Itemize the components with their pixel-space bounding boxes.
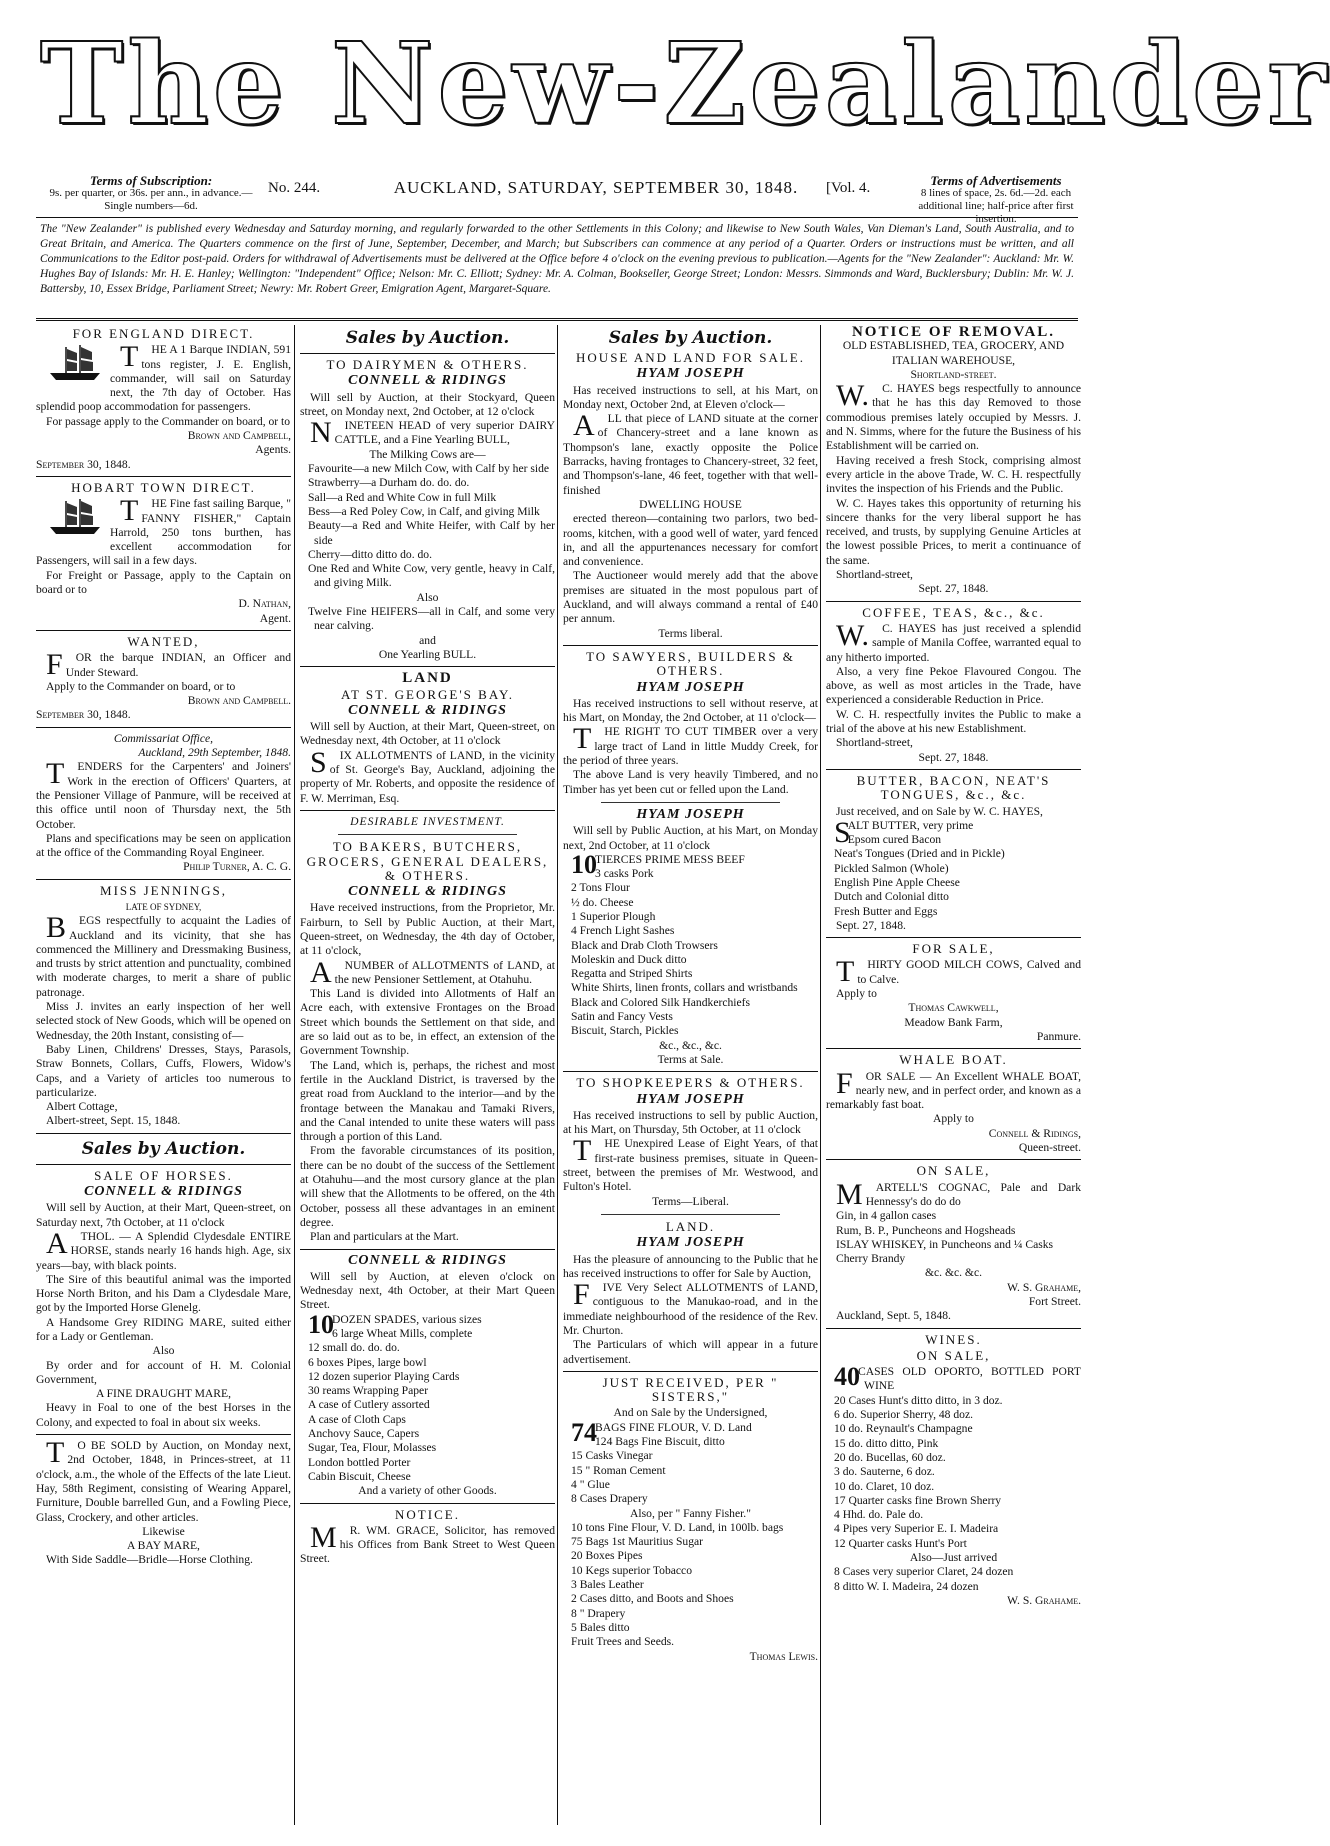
list-item: Regatta and Striped Shirts [571,967,693,981]
auctioneer-name: HYAM JOSEPH [636,366,745,382]
ad-text: &c. &c. &c. [925,1266,982,1280]
drop-cap: T [120,340,139,374]
ad-heading: DESIRABLE INVESTMENT. [350,814,505,828]
ship-icon [36,497,104,541]
ad-text: IX ALLOTMENTS of LAND, in the vicinity of St. George's Bay, Auckland, adjoining the property of Mr. Roberts, and opposite the residence of F. W. Merriman, Esq. [300,748,555,805]
ad-heading: LAND [402,670,453,687]
section-heading: Sales by Auction. [608,328,773,348]
divider [338,834,517,835]
column-divider [820,325,821,1825]
list-item: 15 do. ditto ditto, Pink [834,1436,939,1450]
ad-signature: Brown and Campbell, [187,429,291,443]
list-item: English Pine Apple Cheese [834,875,960,889]
divider [300,810,555,811]
drop-cap: S [310,745,327,779]
ad-text: W. C. Hayes takes this opportunity of returning his sincere thanks for the very liberal support he has received, and trusts, by supplying Genuine Articles at the lowest possible Prices, to merit a continuance of the same. [826,496,1081,567]
list-item: One Yearling BULL. [378,647,477,661]
list-item: 6 boxes Pipes, large bowl [308,1355,427,1369]
divider [36,1434,291,1435]
list-item: Bess—a Red Poley Cow, in Calf, and giving Milk [308,504,540,518]
list-item: Black and Drab Cloth Trowsers [571,938,718,952]
column-3 [563,325,818,1825]
drop-cap: T [46,757,65,791]
list-item: Sugar, Tea, Flour, Molasses [308,1441,437,1455]
list-item: 2 Cases ditto, and Boots and Shoes [571,1592,734,1606]
ad-text: NUMBER of ALLOTMENTS of LAND, at the new Pensioner Settlement, at Otahuhu. [334,958,555,986]
ad-text: With Side Saddle—Bridle—Horse Clothing. [46,1553,253,1567]
ad-text: The Milking Cows are— [369,447,486,461]
ad-text: ENDERS for the Carpenters' and Joiners' Work in the erection of Officers' Quarters, at the Pensioner Village of Panmure, will be received at this office until noon of Thursday next, the 5th October. [36,760,291,831]
ad-text: THOL. — A Splendid Clydesdale ENTIRE HORSE, stands nearly 16 hands high. Age, six years—bay, with black points. [36,1229,291,1272]
column-2 [300,325,555,1825]
list-item: &c., &c., &c. [659,1038,722,1052]
ad-text: The Sire of this beautiful animal was the imported Horse North Briton, and his Dam a Clydesdale Mare, got by the Imported Horse Glenelg. [36,1272,291,1315]
list-item: CASES OLD OPORTO, BOTTLED PORT WINE [858,1365,1081,1393]
ad-text: IVE Very Select ALLOTMENTS of LAND, contiguous to the Manukao-road, and in the immediate neighbourhood of the residence of the Rev. Mr. Churton. [563,1281,818,1337]
ad-subheading: Shortland-street. [910,367,997,381]
ad-text: R. WM. GRACE, Solicitor, has removed his Offices from Bank Street to West Queen Street. [300,1523,555,1566]
ad-signature: Agents. [255,443,291,457]
list-item: 20 Boxes Pipes [571,1549,643,1563]
list-item: And a variety of other Goods. [358,1484,497,1498]
ad-text: Albert Cottage, [46,1100,118,1114]
list-item: 8 " Drapery [571,1606,626,1620]
ad-heading: ON SALE, [916,1163,991,1179]
list-item: 8 Cases very superior Claret, 24 dozen [834,1565,1014,1579]
ad-text: Has received instructions to sell, at his Mart, on Monday next, October 2nd, at Eleven o'clock— [563,383,818,411]
ad-heading: WHALE BOAT. [899,1052,1008,1068]
ad-text: Baby Linen, Childrens' Dresses, Stays, Parasols, Straw Bonnets, Collars, Cuffs, Flowers, Widow's Caps, and a Variety of articles too numerous to particularize. [36,1042,291,1099]
ad-text: erected thereon—containing two parlors, two bed-rooms, kitchen, with a good well of water, yard fenced in, and all the appurtenances necessary for comfort and convenience. [563,512,818,569]
list-item: 30 reams Wrapping Paper [308,1384,429,1398]
list-item: 6 large Wheat Mills, complete [332,1327,473,1340]
drop-cap: F [836,1066,853,1100]
column-4 [826,325,1081,1825]
list-item: Also—Just arrived [909,1551,998,1565]
divider [300,1503,555,1504]
ad-heading: SALE OF HORSES. [94,1167,233,1183]
list-item: A case of Cloth Caps [308,1412,406,1426]
list-item: 3 Bales Leather [571,1578,644,1592]
auctioneer-name: CONNELL & RIDINGS [348,373,507,389]
ad-text: The above Land is very heavily Timbered, and no Timber has yet been cut or felled upon the Land. [563,768,818,796]
list-item: 12 small do. do. do. [308,1341,400,1355]
drop-cap: T [573,722,592,756]
divider [36,630,291,631]
ad-subheading: And on Sale by the Undersigned, [613,1406,768,1420]
drop-cap: T [836,955,855,989]
list-item: White Shirts, linen fronts, collars and wristbands [571,981,798,995]
section-heading: Sales by Auction. [345,328,510,348]
ad-text: Apply to [836,987,877,1001]
ad-text: HE RIGHT TO CUT TIMBER over a very large tract of Land in little Muddy Creek, for the period of three years. [563,725,818,768]
ad-text: Gin, in 4 gallon cases [836,1209,937,1223]
ad-heading: FOR SALE, [912,941,995,957]
ad-text: Just received, and on Sale by W. C. HAYES, [836,804,1043,818]
list-item: 4 Pipes very Superior E. I. Madeira [834,1522,999,1536]
ad-text: The Auctioneer would merely add that the above premises are situated in the most populous part of Auckland, and will always command a rental of £40 per annum. [563,569,818,626]
ad-date: Sept. 27, 1848. [918,582,989,596]
list-item: One Red and White Cow, very gentle, heavy in Calf, and giving Milk. [308,562,555,590]
ad-text: DWELLING HOUSE [639,497,742,511]
ad-signature: Connell & Ridings, [988,1126,1081,1140]
drop-cap: T [46,1436,65,1470]
drop-cap: F [46,648,63,682]
drop-cap: W. [836,618,870,652]
volume-number: [Vol. 4. [826,180,871,196]
advertising-terms [906,174,1086,226]
list-item: 10 do. Claret, 10 doz. [834,1479,935,1493]
subscription-title: Terms of Subscription: [89,173,213,188]
ad-subheading: ON SALE, [916,1347,991,1363]
list-item: 15 " Roman Cement [571,1463,666,1477]
list-item: ALT BUTTER, very prime [847,818,974,832]
ad-signature: W. S. Grahame. [1007,1593,1081,1607]
ad-heading: MISS JENNINGS, [100,882,227,898]
large-number: 40 [834,1362,860,1392]
divider [36,879,291,880]
ad-signature: D. Nathan, [238,597,291,611]
ad-heading: Commissariat Office, [113,731,214,745]
auctioneer-name: CONNELL & RIDINGS [348,884,507,900]
list-item: 6 do. Superior Sherry, 48 doz. [834,1408,973,1422]
ad-date: Sept. 27, 1848. [918,750,989,764]
ad-text: HE Fine fast sailing Barque, " FANNY FISHER," Captain Harrold, 250 tons burthen, has excellent accommodation for Passengers, will sail in a few days. [36,497,291,568]
ad-dateline: Auckland, 29th September, 1848. [138,746,291,760]
drop-cap: A [573,409,595,443]
ad-signature: Panmure. [1036,1029,1081,1043]
list-item: 75 Bags 1st Mauritius Sugar [571,1535,704,1549]
large-number: 10 [308,1309,334,1339]
auctioneer-name: CONNELL & RIDINGS [348,702,507,718]
list-item: 17 Quarter casks fine Brown Sherry [834,1493,1002,1507]
ad-text: HIRTY GOOD MILCH COWS, Calved and to Calve. [857,958,1081,986]
ad-date: September 30, 1848. [36,457,131,471]
list-item: 8 ditto W. I. Madeira, 24 dozen [834,1579,979,1593]
drop-cap: T [120,494,139,528]
ad-text: Shortland-street, [836,568,913,582]
ad-subheading: OLD ESTABLISHED, TEA, GROCERY, AND ITALIAN WAREHOUSE, [842,339,1065,367]
ad-heading: FOR ENGLAND DIRECT. [72,326,255,341]
ad-text: Plan and particulars at the Mart. [310,1230,459,1244]
list-item: London bottled Porter [308,1455,411,1469]
ad-text: ISLAY WHISKEY, in Puncheons and ¼ Casks [836,1237,1054,1251]
ad-heading: TO DAIRYMEN & OTHERS. [326,357,529,372]
list-item: Neat's Tongues (Dried and in Pickle) [834,847,1005,861]
ad-heading: JUST RECEIVED, PER " SISTERS," [602,1374,779,1405]
ad-text: Miss J. invites an early inspection of her well selected stock of New Goods, which will be opened on Wednesday, the 20th Instant, consisting of— [36,1000,292,1042]
ad-text: INETEEN HEAD of very superior DAIRY CATTLE, and a Fine Yearling BULL, [334,419,555,447]
ad-text: A BAY MARE, [127,1539,200,1553]
list-item: 3 casks Pork [595,867,654,881]
list-item: Sall—a Red and White Cow in full Milk [308,490,497,504]
intro-paragraph: The "New Zealander" is published every Wednesday and Saturday morning, and regularly forwarded to the other Settlements in this Colony; and likewise to New South Wales, Van Dieman's Land, South Australia, and to Great Britain, and America. The Quarters commence on the first of June, September, December, and March; but Subscribers can commence at any period of a Quarter. Orders or instructions must be written, and all Communications to the Editor post-paid. Orders for withdrawal of Advertisements must be delivered at the Office before 4 o'clock on the evening previous to publication.—Agents for the "New Zealander": Auckland: Mr. W. Hughes Bay of Islands: Mr. H. E. Hanley; Wellington: "Independent" Office; Nelson: Mr. C. Elliott; Sydney: Mr. A. Colman, Bookseller, George Street; London: Messrs. Simmonds and Ward, Bucklersbury; Dublin: Mr. W. J. Battersby, 10, Essex Bridge, Parliament Street; Newry: Mr. Robert Greer, Emigration Agent, Margaret-Square. [40,223,1074,295]
drop-cap: M [836,1177,863,1211]
list-item: 12 dozen superior Playing Cards [308,1369,460,1383]
ad-signature: Fort Street. [1028,1295,1081,1308]
list-item: 4 Hhd. do. Pale do. [834,1508,924,1522]
column-1 [36,325,291,1825]
ad-heading: HOUSE AND LAND FOR SALE. [576,350,805,365]
list-item: Epsom cured Bacon [847,833,942,847]
list-item: DOZEN SPADES, various sizes [332,1312,482,1326]
ad-signature: W. S. Grahame, [1007,1280,1081,1294]
list-item: Anchovy Sauce, Capers [308,1427,420,1441]
list-item: 20 do. Bucellas, 60 doz. [834,1450,946,1464]
ad-text: Albert-street, Sept. 15, 1848. [46,1114,181,1128]
divider [36,318,1078,321]
drop-cap: A [310,955,332,989]
ad-text: Will sell by Auction, at their Mart, Queen-street, on Wednesday next, 4th October, at 11 o'clock [300,720,555,748]
ad-text: For Freight or Passage, apply to the Captain on board or to [36,568,291,597]
large-number: 10 [571,849,597,879]
ad-text: Has the pleasure of announcing to the Public that he has received instructions to offer for Sale by Auction, [563,1252,818,1280]
section-heading: Sales by Auction. [81,1138,246,1159]
ad-signature: Agent. [259,611,291,625]
ad-subheading: LATE OF SYDNEY, [125,901,202,912]
ad-text: Also [416,590,439,604]
list-item: Pickled Salmon (Whole) [834,861,949,875]
list-item: 4 French Light Sashes [571,924,675,938]
ship-icon [36,343,104,387]
drop-cap: S [834,815,851,849]
drop-cap: F [573,1278,590,1312]
ad-signature: Meadow Bank Farm, [904,1015,1003,1029]
ad-text: Shortland-street, [836,736,913,750]
ad-text: By order and for account of H. M. Colonial Government, [36,1358,291,1386]
ad-text: The Particulars of which will appear in a future advertisement. [563,1338,818,1366]
divider [300,353,555,354]
list-item: 4 " Glue [571,1477,610,1491]
ad-heading: TO BAKERS, BUTCHERS, GROCERS, GENERAL DEALERS, & OTHERS. [306,839,549,883]
ad-text: Will sell by Auction, at their Stockyard, Queen street, on Monday next, 2nd October, at 12 o'clock [300,390,555,418]
list-item: 10 Kegs superior Tobacco [571,1563,692,1577]
ad-signature: Thomas Lewis. [749,1649,818,1663]
drop-cap: M [310,1520,337,1554]
list-item: TIERCES PRIME MESS BEEF [595,852,745,866]
ad-text: and [419,633,436,647]
list-item: 3 do. Sauterne, 6 doz. [834,1465,935,1479]
list-item: Dutch and Colonial ditto [834,890,949,904]
ad-text: Will sell by Public Auction, at his Mart, on Monday next, 2nd October, at 11 o'clock [563,824,818,852]
large-number: 74 [571,1417,597,1447]
masthead [40,10,1330,160]
ad-text: Have received instructions, from the Proprietor, Mr. Fairburn, to Sell by Public Auction, at their Mart, Queen-street, on Wednesday, the 4th day of October, at 11 o'clock, [300,901,555,958]
ad-signature: Thomas Cawkwell, [908,1001,999,1015]
list-item: Biscuit, Starch, Pickles [571,1024,679,1038]
ad-text: OR SALE — An Excellent WHALE BOAT, nearly new, and in perfect order, and known as a remarkably fast boat. [826,1069,1081,1112]
list-item: Beauty—a Red and White Heifer, with Calf by her side [308,519,555,547]
list-item: Favourite—a new Milch Cow, with Calf by her side [308,462,550,476]
list-item: Cherry—ditto ditto do. do. [308,547,432,561]
auctioneer-name: HYAM JOSEPH [636,679,745,695]
divider [826,1159,1081,1160]
ad-text: Heavy in Foal to one of the best Horses in the Colony, and expected to foal in about six weeks. [36,1401,291,1429]
ad-text: A FINE DRAUGHT MARE, [95,1387,232,1401]
ad-text: C. HAYES begs respectfully to announce that he has this day Removed to those commodious premises lately occupied by Messrs. J. and N. Simms, where for the future the Business of his Establishment will be carried on. [826,382,1081,453]
drop-cap: W. [836,379,870,413]
divider [36,476,291,477]
divider [826,601,1081,602]
divider [300,1249,555,1250]
ad-text: EGS respectfully to acquaint the Ladies of Auckland and its vicinity, that she has commenced the Millinery and Dressmaking Business, and trusts by strict attention and punctuality, combined with moderate charges, to merit a share of public patronage. [36,914,291,999]
list-item: 124 Bags Fine Biscuit, ditto [595,1435,725,1449]
ad-text: Having received a fresh Stock, comprising almost every article in the above Trade, W. C. H. respectfully invites the inspection of his Friends and the Public. [826,453,1081,496]
divider [300,666,555,667]
ad-text: Apply to the Commander on board, or to [46,679,236,693]
divider [36,727,291,728]
ad-date: September 30, 1848. [36,708,131,722]
divider [826,1328,1081,1329]
ad-text: Also, a very fine Pekoe Flavoured Congou. The above, as well as most articles in the Trade, have experienced a considerable Reduction in Price. [826,664,1081,707]
subscription-text: 9s. per quarter, or 36s. per ann., in advance.—Single numbers—6d. [49,187,253,212]
ad-text: Plans and specifications may be seen on application at the office of the Commanding Royal Engineer. [36,831,291,860]
ad-heading: NOTICE. [395,1506,460,1522]
list-item: Black and Colored Silk Handkerchiefs [571,995,751,1009]
auctioneer-name: HYAM JOSEPH [636,806,745,822]
divider [826,937,1081,938]
ad-text: LL that piece of LAND situate at the corner of Chancery-street and a lane known as Thompson's lane, exactly opposite the Police Barracks, having frontages to Chancery-street, 32 feet, and Thompson's-lane, 46 feet, together with that well-finished [563,412,818,497]
place-date: AUCKLAND, SATURDAY, SEPTEMBER 30, 1848. [393,178,799,197]
list-item: Fruit Trees and Seeds. [571,1635,675,1649]
divider [36,1133,291,1134]
divider [563,1071,818,1072]
list-item: 5 Bales ditto [571,1620,630,1634]
ad-text: This Land is divided into Allotments of Half an Acre each, with extensive Frontages on the Broad Street which bounds the Settlement on that side, and are so laid out as to be, in effect, an extension of the Government Township. [300,987,555,1058]
drop-cap: B [46,911,67,945]
ad-heading: WANTED, [127,633,200,649]
ad-heading: LAND. [665,1218,716,1234]
ad-text: The Land, which is, perhaps, the richest and most fertile in the Auckland District, is traversed by the great road from Auckland to the interior—and by the frontage between the Manakau and Tamaki Rivers, and the Canal intended to unite these waters will pass through a portion of this Land. [300,1058,555,1144]
ad-text: Has received instructions to sell by public Auction, at his Mart, on Thursday, 5th October, at 11 o'clock [563,1108,818,1137]
ad-text: Cherry Brandy [836,1252,906,1266]
ad-heading: TO SHOPKEEPERS & OTHERS. [576,1075,805,1091]
auctioneer-name: CONNELL & RIDINGS [84,1184,243,1200]
subscription-terms [36,174,266,213]
list-item: 2 Tons Flour [571,881,630,895]
ad-text: Rum, B. P., Puncheons and Hogsheads [836,1223,1016,1237]
list-item: Moleskin and Duck ditto [571,952,687,966]
list-item: A case of Cutlery assorted [308,1398,430,1412]
ad-text: Will sell by Auction, at their Mart, Queen-street, on Saturday next, 7th October, at 11 o'clock [36,1201,291,1229]
ad-heading: WINES. [925,1331,982,1347]
ad-text: Terms—Liberal. [652,1194,729,1208]
list-item: Satin and Fancy Vests [571,1010,673,1024]
adv-title: Terms of Advertisements [930,173,1062,188]
divider [826,1048,1081,1049]
ad-text: A Handsome Grey RIDING MARE, suited either for a Lady or Gentleman. [36,1315,291,1343]
list-item: Fresh Butter and Eggs [834,904,938,918]
ad-text: Has received instructions to sell without reserve, at his Mart, on Monday, the 2nd October, at 11 o'clock— [563,696,818,725]
divider [601,802,780,803]
ad-text: W. C. H. respectfully invites the Public to make a trial of the above at his new Establishment. [826,707,1081,736]
ad-text: Apply to [933,1112,974,1126]
list-item: 1 Superior Plough [571,909,656,923]
ad-text: OR the barque INDIAN, an Officer and Under Steward. [65,651,291,679]
ad-signature: Philip Turner, A. C. G. [183,860,291,874]
divider [36,1164,291,1165]
drop-cap: T [573,1134,592,1168]
ad-signature: Queen-street. [1018,1141,1081,1155]
newspaper-title: The New-Zealander [40,19,1330,150]
dateline [36,173,1086,225]
auctioneer-name: CONNELL & RIDINGS [348,1252,507,1268]
drop-cap: N [310,416,332,450]
adv-text: 8 lines of space, 2s. 6d.—2d. each additional line; half-price after first insertion. [918,187,1074,225]
ad-text: HE Unexpired Lease of Eight Years, of that first-rate business premises, situate in Queen-street, between the premises of Mr. Westwood, and Fulton's Hotel. [563,1137,818,1194]
ad-text: Likewise [142,1524,185,1538]
drop-cap: A [46,1226,68,1260]
divider [601,1214,780,1215]
list-item: Twelve Fine HEIFERS—all in Calf, and some very near calving. [308,605,555,633]
auctioneer-name: HYAM JOSEPH [636,1091,745,1107]
list-item: 12 Quarter casks Hunt's Port [834,1536,967,1550]
ad-text: HE A 1 Barque INDIAN, 591 tons register, J. E. English, commander, will sail on Saturday next, the 7th day of October. Has splendid poop accommodation for passengers. [36,343,291,414]
list-item: BAGS FINE FLOUR, V. D. Land [595,1420,752,1434]
ad-text: O BE SOLD by Auction, on Monday next, 2nd October, 1848, in Princes-street, at 11 o'clock, a.m., the whole of the Effects of the late Lieut. Hay, 58th Regiment, consisting of Wearing Apparel, Furniture, Double barrelled Gun, and a Fowling Piece, Glass, Crockery, and other articles. [36,1439,291,1524]
ad-text: For passage apply to the Commander on board, or to [46,414,291,428]
list-item: Cabin Biscuit, Cheese [308,1469,411,1483]
column-divider [294,325,295,1825]
divider [36,217,1078,218]
ad-text: C. HAYES has just received a splendid sample of Manila Coffee, warranted equal to any hitherto imported. [826,621,1081,664]
list-item: 8 Cases Drapery [571,1492,648,1506]
divider [826,769,1081,770]
list-item: ½ do. Cheese [571,895,634,909]
list-item: Also, per " Fanny Fisher." [630,1506,751,1520]
divider [563,1371,818,1372]
ad-text: ARTELL'S COGNAC, Pale and Dark Hennessy's do do do [865,1180,1081,1208]
ad-heading: TO SAWYERS, BUILDERS & OTHERS. [586,648,795,679]
list-item: 20 Cases Hunt's ditto ditto, in 3 doz. [834,1393,1003,1407]
ad-signature: Brown and Campbell. [187,694,291,708]
ad-text: Terms liberal. [658,626,723,640]
auctioneer-name: HYAM JOSEPH [636,1235,745,1251]
column-divider [557,325,558,1825]
ad-heading: BUTTER, BACON, NEAT'S TONGUES, &c., &c. [856,772,1051,803]
issue-number: No. 244. [268,180,321,196]
list-item: 15 Casks Vinegar [571,1449,653,1463]
list-item: Terms at Sale. [657,1052,724,1066]
ad-heading: NOTICE OF REMOVAL. [851,324,1056,340]
ad-date: Auckland, Sept. 5, 1848. [836,1309,951,1323]
list-item: 10 tons Fine Flour, V. D. Land, in 100lb. bags [571,1520,784,1534]
ad-heading: HOBART TOWN DIRECT. [71,479,256,495]
ad-text: Also [152,1344,175,1358]
ad-date: Sept. 27, 1848. [836,918,906,932]
list-item: Strawberry—a Durham do. do. do. [308,476,470,490]
divider [563,645,818,646]
list-item: 10 do. Reynault's Champagne [834,1422,973,1436]
ad-text: Will sell by Auction, at eleven o'clock on Wednesday next, 4th October, at their Mart Queen Street. [300,1269,555,1312]
ad-heading: COFFEE, TEAS, &c., &c. [862,604,1045,620]
ad-subheading: AT ST. GEORGE'S BAY. [341,686,514,702]
ad-text: From the favorable circumstances of its position, there can be no doubt of the success of the Settlement at Otahuhu—and the most cursory glance at the plan will shew that the Allotments to be offered, on the 4th October, possess all these advantages in an eminent degree. [300,1144,555,1229]
